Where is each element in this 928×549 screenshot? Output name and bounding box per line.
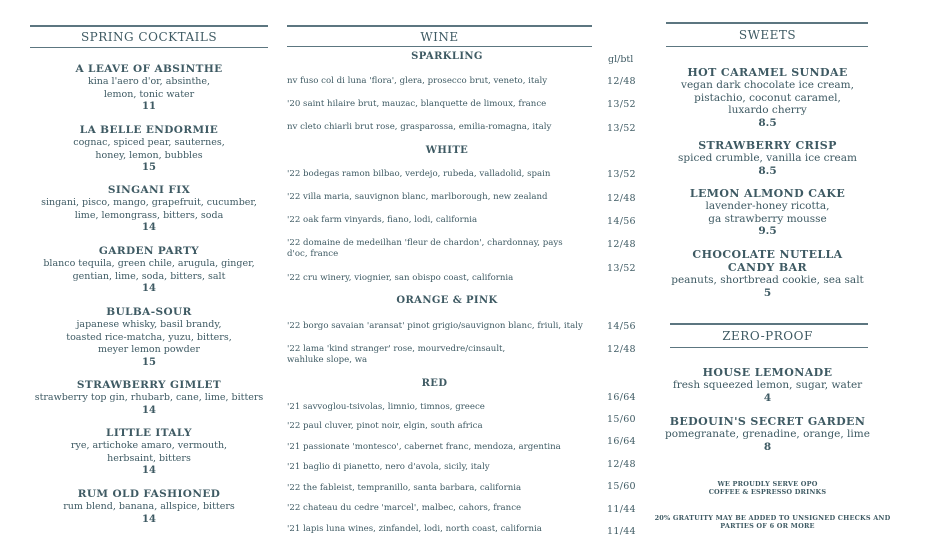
cocktail-desc: lemon, tonic water (103, 88, 195, 100)
wine-item: '22 oak farm vinyards, fiano, lodi, california (287, 215, 478, 225)
cocktail-name: BULBA-SOUR (106, 306, 192, 318)
sweet-item (660, 187, 875, 238)
cocktail-desc: cognac, spiced pear, sauternes, (73, 137, 225, 148)
wine-item: '22 villa maria, sauvignon blanc, marlborough, new zealand (287, 192, 548, 202)
sweets-column (654, 0, 891, 549)
cocktail-desc: meyer lemon powder (98, 344, 200, 355)
cocktail-item (18, 245, 280, 296)
cocktail-price: 14 (142, 513, 156, 525)
sweet-name: CHOCOLATE NUTELLA (692, 248, 843, 261)
sweet-desc: vegan dark chocolate ice cream, (681, 79, 854, 91)
wine-price: 12/48 (607, 459, 636, 470)
cocktail-desc: japanese whisky, basil brandy, (76, 319, 222, 330)
wine-price: 14/56 (607, 321, 636, 332)
wine-item: '21 baglio di pianetto, nero d'avola, sicily, italy (287, 462, 490, 472)
cocktail-name: A LEAVE OF ABSINTHE (75, 63, 223, 75)
cocktail-price: 14 (142, 404, 156, 416)
wine-price: 15/60 (607, 414, 636, 425)
wine-column (287, 0, 642, 549)
zero-proof-item (660, 415, 875, 453)
wine-price: 12/48 (607, 193, 636, 204)
cocktail-name: STRAWBERRY GIMLET (76, 379, 222, 391)
gratuity-note-line2: PARTIES OF 6 OR MORE (720, 522, 815, 530)
sweet-item (660, 66, 875, 129)
wine-subhead-red: RED (421, 378, 448, 389)
zero-proof-name: BEDOUIN'S SECRET GARDEN (669, 415, 866, 428)
cocktail-name: GARDEN PARTY (98, 245, 200, 257)
wine-subhead-sparkling: SPARKLING (411, 51, 483, 62)
cocktail-desc: singani, pisco, mango, grapefruit, cucumber, (41, 197, 257, 208)
wine-item: '22 domaine de medeilhan 'fleur de chardon', chardonnay, pays d'oc, france (287, 238, 563, 259)
wine-item: '22 cru winery, viognier, san obispo coast, california (287, 273, 514, 283)
wine-price: 13/52 (607, 99, 636, 110)
cocktails-rule-bottom (30, 47, 268, 48)
wine-item: '21 lapis luna wines, zinfandel, lodi, north coast, california (287, 524, 542, 534)
cocktail-price: 14 (142, 222, 156, 233)
cocktail-item (18, 63, 280, 114)
sweet-price: 8.5 (758, 116, 777, 129)
cocktail-item (18, 306, 280, 369)
opo-note-line2: COFFEE & ESPRESSO DRINKS (708, 488, 827, 496)
cocktail-name: LITTLE ITALY (106, 427, 192, 439)
wine-price: 16/64 (607, 436, 636, 447)
cocktail-price: 15 (142, 162, 156, 173)
sweet-name: CANDY BAR (727, 261, 808, 274)
sweet-name: HOT CARAMEL SUNDAE (687, 66, 848, 79)
cocktail-item (18, 488, 280, 526)
wine-price: 12/48 (607, 239, 636, 250)
wine-item: '22 bodegas ramon bilbao, verdejo, rubeda, valladolid, spain (287, 169, 551, 179)
zero-proof-name: HOUSE LEMONADE (702, 366, 833, 379)
zero-proof-price: 4 (763, 391, 772, 404)
sweet-item (660, 139, 875, 177)
zero-proof-desc: pomegranate, grenadine, orange, lime (665, 428, 870, 440)
wine-item: '22 borgo savaian 'aransat' pinot grigio/sauvignon blanc, friuli, italy (287, 321, 583, 331)
wine-rule-bottom (287, 46, 592, 47)
sweets-rule-bottom (666, 46, 868, 47)
wine-subhead-orange-pink: ORANGE & PINK (396, 295, 498, 306)
sweet-name: STRAWBERRY CRISP (698, 139, 837, 152)
cocktails-title: SPRING COCKTAILS (80, 30, 218, 44)
wine-item: '22 lama 'kind stranger' rose, mourvedre/cinsault, wahluke slope, wa (287, 344, 506, 365)
wine-price: 12/48 (607, 344, 636, 355)
sweet-price: 9.5 (758, 225, 777, 237)
zero-proof-rule-bottom (670, 347, 868, 348)
cocktail-price: 14 (142, 283, 156, 294)
wine-price: 13/52 (607, 169, 636, 180)
cocktail-desc: rye, artichoke amaro, vermouth, (70, 440, 228, 451)
zero-proof-price: 8 (763, 440, 772, 453)
cocktail-price: 14 (142, 465, 156, 476)
zero-proof-desc: fresh squeezed lemon, sugar, water (672, 379, 863, 391)
sweet-desc: peanuts, shortbread cookie, sea salt (671, 274, 864, 286)
cocktail-item (18, 427, 280, 478)
wine-item: '22 paul cluver, pinot noir, elgin, south africa (287, 421, 483, 431)
sweet-name: LEMON ALMOND CAKE (689, 187, 846, 200)
wine-item: '21 passionate 'montesco', cabernet franc, mendoza, argentina (287, 442, 561, 452)
wine-price: 11/44 (607, 504, 636, 515)
wine-price-header: gl/btl (608, 54, 634, 65)
sweets-title: SWEETS (738, 28, 797, 42)
cocktail-desc: kina l'aero d'or, absinthe, (87, 76, 211, 87)
wine-price: 13/52 (607, 263, 636, 274)
cocktail-item (18, 184, 280, 235)
cocktail-desc: gentian, lime, soda, bitters, salt (72, 270, 226, 282)
wine-price: 13/52 (607, 123, 636, 134)
wine-item: '20 saint hilaire brut, mauzac, blanquette de limoux, france (287, 99, 547, 109)
wine-item: nv fuso col di luna 'flora', glera, prosecco brut, veneto, italy (287, 76, 548, 86)
cocktail-desc: herbsaint, bitters (107, 452, 191, 464)
wine-item: '22 chateau du cedre 'marcel', malbec, cahors, france (287, 503, 522, 513)
wine-item: '21 savvoglou-tsivolas, limnio, timnos, greece (287, 402, 485, 412)
opo-note-line1: WE PROUDLY SERVE OPO (717, 480, 818, 488)
sweet-desc: pistachio, coconut caramel, (694, 91, 841, 104)
cocktail-desc: honey, lemon, bubbles (95, 149, 203, 161)
cocktail-desc: blanco tequila, green chile, arugula, ginger, (43, 258, 255, 269)
wine-price: 16/64 (607, 392, 636, 403)
sweet-desc: spiced crumble, vanilla ice cream (678, 152, 857, 164)
sweets-rule-top (666, 22, 868, 24)
wine-price: 14/56 (607, 216, 636, 227)
wine-title: WINE (420, 30, 459, 44)
cocktail-name: SINGANI FIX (107, 184, 191, 196)
wine-subhead-white: WHITE (425, 145, 469, 156)
cocktail-price: 11 (142, 101, 156, 112)
sweet-item (660, 248, 875, 299)
cocktails-column (18, 0, 280, 549)
gratuity-note-line1: 20% GRATUITY MAY BE ADDED TO UNSIGNED CHECKS AND (654, 514, 891, 522)
cocktail-name: LA BELLE ENDORMIE (79, 124, 219, 136)
cocktail-item (18, 379, 280, 417)
wine-price: 12/48 (607, 76, 636, 87)
cocktail-desc: toasted rice-matcha, yuzu, bitters, (66, 331, 232, 343)
cocktail-desc: rum blend, banana, allspice, bitters (63, 501, 235, 512)
cocktail-desc: lime, lemongrass, bitters, soda (74, 209, 224, 221)
sweet-price: 8.5 (758, 164, 777, 177)
cocktail-desc: strawberry top gin, rhubarb, cane, lime, bitters (34, 392, 264, 403)
sweet-desc: ga strawberry mousse (708, 212, 827, 225)
wine-price: 11/44 (607, 526, 636, 537)
sweet-desc: lavender-honey ricotta, (705, 200, 830, 212)
cocktails-rule-top (30, 25, 268, 27)
cocktail-item (18, 124, 280, 175)
wine-item: nv cleto chiarli brut rose, grasparossa, emilia-romagna, italy (287, 122, 552, 132)
zero-proof-title: ZERO-PROOF (722, 329, 813, 343)
cocktail-name: RUM OLD FASHIONED (77, 488, 221, 500)
sweet-desc: luxardo cherry (728, 104, 807, 116)
cocktail-price: 15 (142, 356, 156, 368)
zero-proof-item (660, 366, 875, 404)
zero-proof-rule-top (670, 323, 868, 325)
sweet-price: 5 (763, 286, 772, 299)
wine-rule-top (287, 25, 592, 27)
wine-price: 15/60 (607, 481, 636, 492)
wine-item: '22 the fableist, tempranillo, santa barbara, california (287, 483, 522, 493)
